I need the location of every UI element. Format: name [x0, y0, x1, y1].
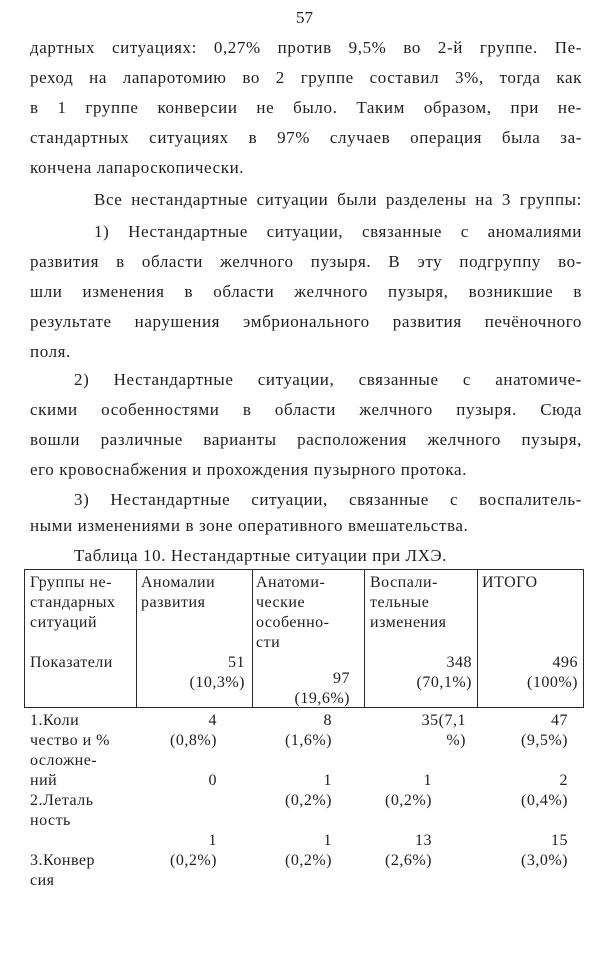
row-label: 2.Леталь ность — [30, 792, 94, 829]
text-line: шли изменения в области желчного пузыря, возникшие в — [30, 282, 582, 301]
table-cell: 47 (9,5%) — [521, 712, 568, 749]
table-cell: 15 (3,0%) — [521, 832, 568, 869]
table-border-right — [583, 569, 584, 707]
table-cell: 2 (0,4%) — [521, 772, 568, 809]
text-line: скими особенностями в области желчного пузыря. Сюда — [30, 400, 582, 419]
table-cell: 1 (0,2%) — [170, 832, 217, 869]
table-cell: 496 (100%) — [527, 654, 578, 691]
table-cell: 97 (19,6%) — [294, 670, 350, 707]
text-line: его кровоснабжения и прохождения пузырного протока. — [30, 460, 467, 479]
table-column-line — [364, 569, 365, 707]
text-line: 2) Нестандартные ситуации, связанные с анатомиче- — [74, 370, 582, 389]
text-line: 3) Нестандартные ситуации, связанные с воспалитель- — [74, 490, 582, 509]
table-border-top — [24, 569, 584, 570]
table-cell: 13 (2,6%) — [385, 832, 432, 869]
header-cell: Аномалии развития — [141, 574, 216, 611]
table-column-line — [136, 569, 137, 707]
table-cell: 348 (70,1%) — [416, 654, 472, 691]
data-table — [24, 569, 584, 889]
text-line: развития в области желчного пузыря. В эту подгруппу во- — [30, 252, 582, 271]
row-label: 3.Конвер сия — [30, 852, 95, 889]
header-cell: Анатоми- ческие особенно- сти — [256, 574, 330, 651]
text-line: ными изменениями в зоне оперативного вмешательства. — [30, 516, 469, 535]
table-cell: 8 (1,6%) — [285, 712, 332, 749]
row-label: 1.Коли чество и % осложне- ний — [30, 712, 110, 789]
table-cell: 1 (0,2%) — [285, 772, 332, 809]
text-line: дартных ситуациях: 0,27% против 9,5% во 2-й группе. Пе- — [30, 38, 582, 57]
table-cell: 51 (10,3%) — [189, 654, 245, 691]
text-line: кончена лапароскопически. — [30, 158, 245, 177]
table-cell: 1 (0,2%) — [285, 832, 332, 869]
table-cell: 1 (0,2%) — [385, 772, 432, 809]
text-line: Все нестандартные ситуации были разделены на 3 группы: — [94, 190, 582, 209]
table-border-left — [24, 569, 25, 707]
header-cell: Группы не- стандарных ситуаций — [30, 574, 116, 631]
text-line: в 1 группе конверсии не было. Таким образом, при не- — [30, 98, 582, 117]
row-label: Показатели — [30, 654, 113, 671]
page-number: 57 — [296, 8, 313, 27]
header-cell: Воспали- тельные изменения — [370, 574, 447, 631]
table-cell: 0 — [208, 772, 217, 789]
text-line: результате нарушения эмбрионального развития печёночного — [30, 312, 582, 331]
header-cell: ИТОГО — [482, 574, 538, 591]
text-line: 1) Нестандартные ситуации, связанные с аномалиями — [94, 222, 582, 241]
table-cell: 35(7,1 %) — [421, 712, 466, 749]
text-line: поля. — [30, 342, 71, 361]
table-caption: Таблица 10. Нестандартные ситуации при ЛХЭ. — [74, 546, 448, 565]
table-cell: 4 (0,8%) — [170, 712, 217, 749]
text-line: стандартных ситуациях в 97% случаев операция была за- — [30, 128, 582, 147]
table-column-line — [252, 569, 253, 707]
text-line: реход на лапаротомию во 2 группе составил 3%, тогда как — [30, 68, 582, 87]
text-line: вошли различные варианты расположения желчного пузыря, — [30, 430, 582, 449]
table-column-line — [477, 569, 478, 707]
